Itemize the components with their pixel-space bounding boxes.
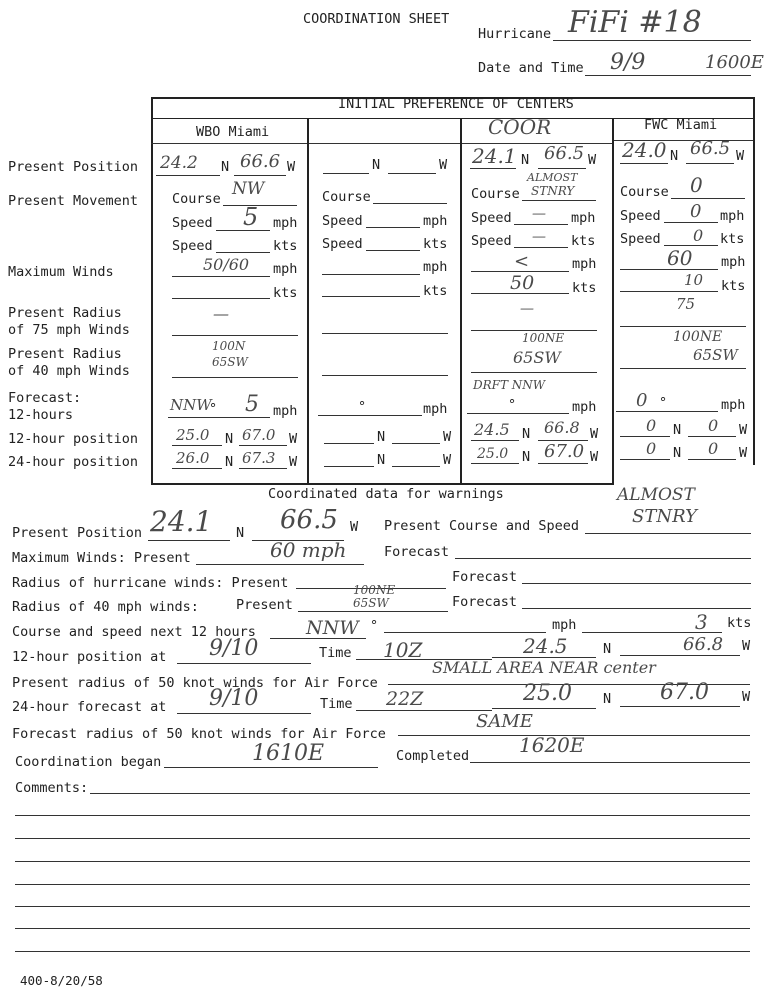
- fwc-pos-n: 24.0: [622, 138, 667, 162]
- table-title: INITIAL PREFERENCE OF CENTERS: [338, 96, 574, 112]
- coor-p24-n-line: [471, 463, 519, 464]
- coord-pos-w-label: W: [350, 519, 359, 535]
- coord-completed-label: Completed: [396, 748, 470, 764]
- coord-forecast-label: Forecast: [384, 544, 450, 560]
- coor-mph-label: mph: [571, 210, 596, 226]
- fwc-w-label: W: [736, 148, 745, 164]
- row-label-pos12: 12-hour position: [8, 431, 139, 447]
- coor-pos-n: 24.1: [472, 144, 517, 168]
- wbo-fc-speed: 5: [245, 392, 259, 417]
- col-header-coor: COOR: [488, 115, 552, 139]
- coord-completed-line: [470, 762, 750, 763]
- fwc-fc-line: [616, 411, 718, 412]
- col-header-fwc: FWC Miami: [644, 117, 718, 133]
- fwc-p24-w: 0: [708, 439, 719, 458]
- fwc-max-kts-label: kts: [721, 278, 746, 294]
- table-border-right: [753, 97, 755, 465]
- fwc-speed-kts: 0: [693, 226, 704, 245]
- coor-p24-w-line: [538, 463, 588, 464]
- comments-line-7: [15, 928, 750, 929]
- wbo-mph-label: mph: [273, 215, 298, 231]
- coord-fc-radius50-value: SAME: [476, 711, 533, 732]
- coor-course-b: STNRY: [531, 184, 575, 198]
- wbo-speed-kts-line: [216, 252, 270, 253]
- coord-fc24-label: 24-hour forecast at: [12, 699, 167, 715]
- row-label-radius75-a: Present Radius: [8, 305, 122, 321]
- fwc-pos-w: 66.5: [690, 138, 731, 159]
- fwc-fc-mph-label: mph: [721, 397, 746, 413]
- coor-p12-w-label: W: [590, 426, 599, 442]
- blank-kts-label: kts: [423, 236, 448, 252]
- coord-began-value: 1610E: [252, 741, 325, 766]
- coord-max-winds-label: Maximum Winds: Present: [12, 550, 191, 566]
- coor-pos-w: 66.5: [544, 143, 585, 164]
- coord-pos-w: 66.5: [280, 505, 338, 535]
- blank-fc-mph-label: mph: [423, 401, 448, 417]
- fwc-mph-label: mph: [720, 208, 745, 224]
- fwc-p24-w-label: W: [739, 445, 748, 461]
- coord-radius-40-forecast-label: Forecast: [452, 594, 518, 610]
- coord-pos12-time-label: Time: [319, 645, 352, 661]
- form-number: 400-8/20/58: [20, 973, 103, 988]
- row-label-max-winds: Maximum Winds: [8, 264, 114, 280]
- blank-course-line: [373, 203, 447, 204]
- row-label-radius40-b: of 40 mph Winds: [8, 363, 130, 379]
- coord-fc24-w-label: W: [742, 689, 751, 705]
- blank-speed-mph-line: [366, 227, 420, 228]
- comments-line-8: [15, 951, 750, 952]
- coord-course-next-label: Course and speed next 12 hours: [12, 624, 256, 640]
- row-label-radius40-a: Present Radius: [8, 346, 122, 362]
- coord-course-speed-line: [585, 533, 751, 534]
- coor-course-a: ALMOST: [527, 171, 578, 184]
- coord-radius-40-value-a: 100NE: [353, 583, 396, 597]
- fwc-max-mph-label: mph: [721, 254, 746, 270]
- coord-fc24-n-line: [492, 708, 596, 709]
- blank-n-label: N: [372, 157, 381, 173]
- comments-line-3: [15, 838, 750, 839]
- blank-mph-label: mph: [423, 213, 448, 229]
- coord-fc24-w: 67.0: [660, 680, 709, 705]
- coor-w-label: W: [588, 152, 597, 168]
- coor-radius40-b: 65SW: [513, 348, 561, 367]
- fwc-p12-w: 0: [708, 416, 719, 435]
- wbo-max-mph: 50/60: [203, 255, 250, 274]
- coor-course-line: [522, 200, 596, 201]
- coord-pos12-w: 66.8: [683, 634, 724, 655]
- coor-fc-course: DRFT NNW: [473, 378, 546, 392]
- coor-speed-mph-line: [514, 224, 568, 225]
- fwc-kts-label: kts: [720, 231, 745, 247]
- fwc-max-kts-line: [620, 291, 718, 292]
- blank-p24-w-label: W: [443, 452, 452, 468]
- table-col-divider-3: [612, 118, 614, 484]
- table-col-divider-2: [460, 118, 462, 484]
- wbo-max-kts-label: kts: [273, 285, 298, 301]
- wbo-speed-label: Speed: [172, 215, 213, 231]
- fwc-p24-n-line: [620, 459, 670, 460]
- blank-w-label: W: [439, 157, 448, 173]
- wbo-p12-n-label: N: [225, 431, 234, 447]
- coor-p12-n: 24.5: [474, 420, 510, 439]
- comments-label: Comments:: [15, 780, 89, 796]
- wbo-pos-w: 66.6: [240, 151, 281, 172]
- comments-line-1: [90, 793, 750, 794]
- comments-line-6: [15, 906, 750, 907]
- coor-p24-w: 67.0: [544, 441, 585, 462]
- coord-fc24-time-label: Time: [320, 696, 353, 712]
- coord-fc24-n-label: N: [603, 691, 612, 707]
- wbo-p24-w-line: [239, 468, 287, 469]
- blank-header-line: [309, 143, 460, 144]
- coord-pos12-n: 24.5: [523, 634, 568, 658]
- blank-speed2-label: Speed: [322, 236, 363, 252]
- fwc-max-mph: 60: [667, 246, 693, 270]
- row-label-forecast-b: 12-hours: [8, 407, 74, 423]
- fwc-p24-n-label: N: [673, 445, 682, 461]
- coor-max-kts: 50: [510, 272, 535, 294]
- coord-pos-n: 24.1: [150, 505, 213, 538]
- coord-fc24-w-line: [620, 706, 740, 707]
- coord-fc24-date: 9/10: [209, 686, 259, 711]
- coor-p24-n-label: N: [522, 449, 531, 465]
- coord-completed-value: 1620E: [519, 733, 585, 757]
- coord-pos12-w-line: [620, 655, 740, 656]
- blank-speed-kts-line: [366, 250, 420, 251]
- wbo-fc-deg: °: [209, 401, 218, 417]
- coord-forecast-line: [455, 558, 751, 559]
- blank-p12-n-line: [324, 443, 374, 444]
- coor-speed-mph: —: [532, 206, 546, 222]
- coord-max-winds-value: 60 mph: [270, 538, 347, 562]
- coord-course-next-value: NNW: [306, 617, 359, 639]
- wbo-w-label: W: [287, 159, 296, 175]
- coord-present-position-label: Present Position: [12, 525, 143, 541]
- coord-radius50-label: Present radius of 50 knot winds for Air Force: [12, 675, 378, 691]
- coord-fc24-n: 25.0: [523, 681, 572, 706]
- col-header-wbo: WBO Miami: [196, 124, 270, 140]
- fwc-p12-n-label: N: [673, 422, 682, 438]
- coord-fc-radius50-label: Forecast radius of 50 knot winds for Air Force: [12, 726, 386, 742]
- coord-course-next-deg: °: [370, 618, 379, 634]
- comments-line-5: [15, 884, 750, 885]
- row-label-pos24: 24-hour position: [8, 454, 139, 470]
- blank-radius75-line: [322, 333, 448, 334]
- coor-speed-kts-line: [514, 247, 568, 248]
- fwc-course-label: Course: [620, 184, 669, 200]
- fwc-radius40-b: 65SW: [693, 346, 738, 364]
- coord-course-next-mph-line: [384, 632, 546, 633]
- blank-p24-w-line: [392, 466, 440, 467]
- wbo-p24-n-label: N: [225, 454, 234, 470]
- wbo-pos-n-line: [156, 175, 220, 176]
- coord-radius-hurr-forecast-label: Forecast: [452, 569, 518, 585]
- blank-speed-label: Speed: [322, 213, 363, 229]
- wbo-speed2-label: Speed: [172, 238, 213, 254]
- coord-course-next-kts-label: kts: [727, 615, 752, 631]
- page-title: COORDINATION SHEET: [303, 11, 450, 27]
- coor-course-label: Course: [471, 186, 520, 202]
- wbo-p12-n: 25.0: [176, 426, 210, 444]
- fwc-pos-n-line: [620, 163, 668, 164]
- coor-radius40-a: 100NE: [522, 331, 565, 345]
- fwc-p12-w-line: [688, 436, 736, 437]
- blank-fc-deg: °: [358, 399, 367, 415]
- wbo-n-label: N: [221, 159, 230, 175]
- coor-pos-w-line: [538, 168, 586, 169]
- table-border-left: [151, 97, 153, 485]
- coord-course-next-kts: 3: [695, 610, 708, 634]
- datetime-field-line: [585, 75, 751, 76]
- blank-max-kts-label: kts: [423, 283, 448, 299]
- row-label-radius75-b: of 75 mph Winds: [8, 322, 130, 338]
- table-col-divider-1: [307, 118, 309, 484]
- date-value: 9/9: [610, 50, 646, 75]
- blank-pos-w-line: [388, 173, 436, 174]
- coord-course-value-b: STNRY: [632, 506, 697, 527]
- wbo-p24-w: 67.3: [242, 449, 276, 467]
- coor-p12-n-line: [471, 440, 519, 441]
- wbo-course-line: [223, 205, 297, 206]
- wbo-p12-n-line: [172, 445, 222, 446]
- coor-speed-label: Speed: [471, 210, 512, 226]
- fwc-p24-n: 0: [646, 439, 657, 458]
- wbo-radius40-line: [172, 377, 298, 378]
- coord-fc24-date-line: [177, 713, 311, 714]
- coor-radius75: —: [520, 301, 534, 317]
- fwc-n-label: N: [670, 148, 679, 164]
- fwc-speed-label: Speed: [620, 208, 661, 224]
- wbo-p12-w-label: W: [289, 431, 298, 447]
- coord-radius-40-forecast-line: [522, 608, 751, 609]
- coord-pos12-n-label: N: [603, 641, 612, 657]
- coord-fc24-time: 22Z: [386, 688, 424, 710]
- fwc-course: 0: [690, 173, 703, 197]
- coord-pos12-date-line: [177, 663, 311, 664]
- coor-fc-line: [467, 413, 569, 414]
- coord-radius-40-label: Radius of 40 mph winds:: [12, 599, 199, 615]
- hurricane-label: Hurricane: [478, 26, 552, 42]
- hurricane-field-line: [553, 40, 751, 41]
- fwc-p12-w-label: W: [739, 422, 748, 438]
- coord-fc24-time-line: [356, 710, 492, 711]
- fwc-radius40-a: 100NE: [673, 329, 723, 345]
- hurricane-name-value: FiFi #18: [568, 5, 702, 40]
- wbo-fc-course: NNW: [170, 396, 212, 414]
- fwc-fc-course: 0: [636, 390, 648, 411]
- wbo-p12-w: 67.0: [242, 426, 276, 444]
- coord-began-label: Coordination began: [15, 754, 162, 770]
- wbo-max-mph-line: [172, 276, 270, 277]
- coor-p24-n: 25.0: [477, 446, 509, 462]
- wbo-radius40-b: 65SW: [212, 355, 248, 369]
- coord-radius-40-value-b: 65SW: [353, 596, 389, 610]
- coord-pos-n-line: [148, 540, 230, 541]
- coor-speed-kts: —: [532, 229, 546, 245]
- coor-max-kts-label: kts: [572, 280, 597, 296]
- wbo-fc-mph-label: mph: [273, 403, 298, 419]
- time-value: 1600E: [705, 52, 764, 73]
- blank-max-mph-label: mph: [423, 259, 448, 275]
- coord-radius-hurr-label: Radius of hurricane winds: Present: [12, 575, 289, 591]
- fwc-radius40-line: [620, 368, 746, 369]
- coor-speed2-label: Speed: [471, 233, 512, 249]
- coor-pos-n-line: [470, 168, 516, 169]
- fwc-p12-n: 0: [646, 416, 657, 435]
- wbo-radius40-a: 100N: [212, 339, 246, 353]
- comments-line-2: [15, 815, 750, 816]
- fwc-speed2-label: Speed: [620, 231, 661, 247]
- fwc-speed-mph-line: [664, 222, 718, 223]
- coor-p12-n-label: N: [522, 426, 531, 442]
- blank-p12-w-label: W: [443, 429, 452, 445]
- wbo-radius75: —: [213, 304, 229, 323]
- row-label-movement: Present Movement: [8, 193, 139, 209]
- row-label-position: Present Position: [8, 159, 139, 175]
- fwc-radius75: 75: [676, 295, 696, 313]
- table-bottom-border: [153, 483, 614, 485]
- comments-line-4: [15, 861, 750, 862]
- coor-p12-w: 66.8: [544, 418, 580, 437]
- fwc-course-line: [671, 198, 745, 199]
- wbo-max-mph-label: mph: [273, 261, 298, 277]
- wbo-max-kts-line: [172, 298, 270, 299]
- blank-p24-n-label: N: [377, 452, 386, 468]
- coord-pos-n-label: N: [236, 525, 245, 541]
- blank-fc-line: [318, 415, 422, 416]
- wbo-p12-w-line: [239, 445, 287, 446]
- fwc-speed-mph: 0: [690, 201, 702, 222]
- blank-p12-w-line: [392, 443, 440, 444]
- blank-max-mph-line: [322, 274, 420, 275]
- wbo-pos-n: 24.2: [160, 153, 198, 173]
- coord-max-winds-line: [196, 564, 364, 565]
- coord-began-line: [164, 767, 378, 768]
- coor-radius40-line: [471, 372, 597, 373]
- fwc-radius75-line: [620, 326, 746, 327]
- coord-course-next-mph-label: mph: [552, 617, 577, 633]
- coord-radius-40-present-label: Present: [236, 597, 293, 613]
- wbo-pos-w-line: [234, 175, 286, 176]
- coor-fc-mph-label: mph: [572, 399, 597, 415]
- coor-p24-w-label: W: [590, 449, 599, 465]
- wbo-fc-line: [168, 417, 270, 418]
- datetime-label: Date and Time: [478, 60, 584, 76]
- fwc-pos-w-line: [686, 163, 734, 164]
- wbo-course: NW: [232, 179, 265, 199]
- wbo-p24-n: 26.0: [176, 449, 210, 467]
- coord-course-speed-label: Present Course and Speed: [384, 518, 580, 534]
- blank-p24-n-line: [324, 466, 374, 467]
- coor-max-mph-label: mph: [572, 256, 597, 272]
- wbo-radius75-line: [172, 335, 298, 336]
- blank-pos-n-line: [323, 173, 369, 174]
- coord-pos12-time: 10Z: [383, 638, 423, 662]
- blank-course-label: Course: [322, 189, 371, 205]
- fwc-fc-deg: °: [659, 395, 668, 411]
- fwc-max-kts: 10: [684, 271, 704, 289]
- coor-fc-deg: °: [508, 397, 517, 413]
- coord-pos12-w-label: W: [742, 638, 751, 654]
- wbo-p24-n-line: [172, 468, 222, 469]
- coord-radius-40-line: [298, 611, 448, 612]
- coord-radius50-value: SMALL AREA NEAR center: [432, 658, 656, 677]
- wbo-p24-w-label: W: [289, 454, 298, 470]
- coord-radius-hurr-forecast-line: [522, 583, 751, 584]
- blank-radius40-line: [322, 375, 448, 376]
- coord-pos12-date: 9/10: [209, 636, 259, 661]
- blank-max-kts-line: [322, 296, 420, 297]
- coord-course-value-a: ALMOST: [617, 485, 695, 505]
- coor-kts-label: kts: [571, 233, 596, 249]
- wbo-kts-label: kts: [273, 238, 298, 254]
- blank-p12-n-label: N: [377, 429, 386, 445]
- fwc-p24-w-line: [688, 459, 736, 460]
- fwc-p12-n-line: [620, 436, 670, 437]
- coor-max-mph: <: [514, 251, 530, 272]
- wbo-speed-mph: 5: [243, 203, 259, 231]
- row-label-forecast-a: Forecast:: [8, 390, 82, 406]
- wbo-header-line: [151, 143, 307, 144]
- wbo-course-label: Course: [172, 191, 221, 207]
- coor-n-label: N: [521, 152, 530, 168]
- coord-pos12-label: 12-hour position at: [12, 649, 167, 665]
- coord-section-title: Coordinated data for warnings: [268, 486, 504, 502]
